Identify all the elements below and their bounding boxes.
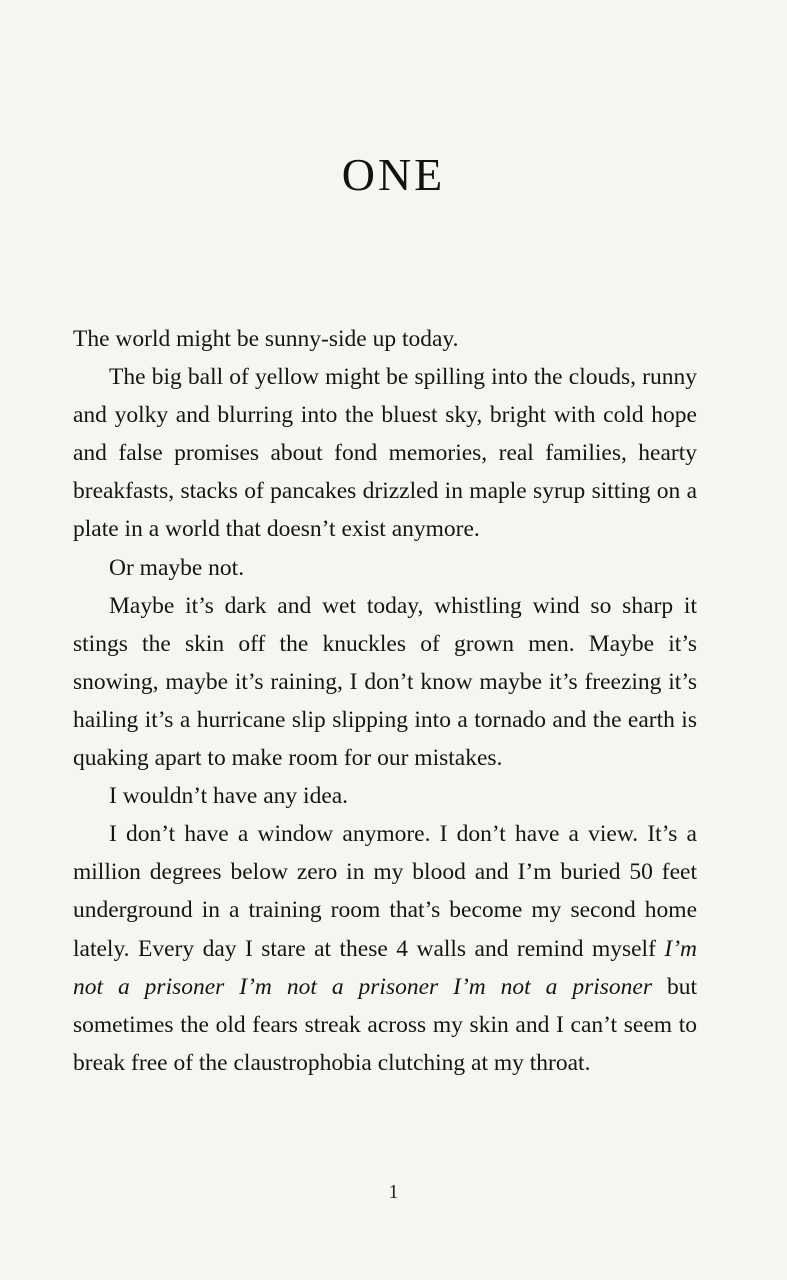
paragraph-3: Or maybe not. [109,554,245,581]
paragraph-6 [73,815,697,1082]
paragraph-6-text-start: I don’t have a window anymore. I don’t have a view. It’s a million degrees below zero in my blood and I’m buried 50 feet underground in a training room that’s become my second home lately. Every day I stare at these 4 walls and remind myself [73,821,697,962]
paragraph-4: Maybe it’s dark and wet today, whistling wind so sharp it stings the skin off the knuckles of grown men. Maybe it’s snowing, maybe it’s raining, I don’t know maybe it’s freezing it’s hailing it’s a hurricane slip slipping into a tornado and the earth is quaking apart to make room for our mistakes. [73,592,697,772]
page-number: 1 [388,1181,399,1203]
paragraph-5: I wouldn’t have any idea. [109,783,349,810]
paragraph-6-text-end: but sometimes the old fears streak across my skin and I can’t seem to break free of the claustrophobia clutching at my throat. [73,973,697,1076]
chapter-body [73,320,697,1082]
paragraph-2: The big ball of yellow might be spilling into the clouds, runny and yolky and blurring into the bluest sky, bright with cold hope and false promises about fond memories, real families, hearty breakfasts, stacks of pancakes drizzled in maple syrup sitting on a plate in a world that doesn’t exist anymore. [73,364,697,543]
chapter-title: ONE [341,149,446,200]
paragraph-6-italic-phrase: I’m not a prisoner I’m not a prisoner I’m not a prisoner [73,935,697,1000]
paragraph-1: The world might be sunny-side up today. [73,326,459,352]
